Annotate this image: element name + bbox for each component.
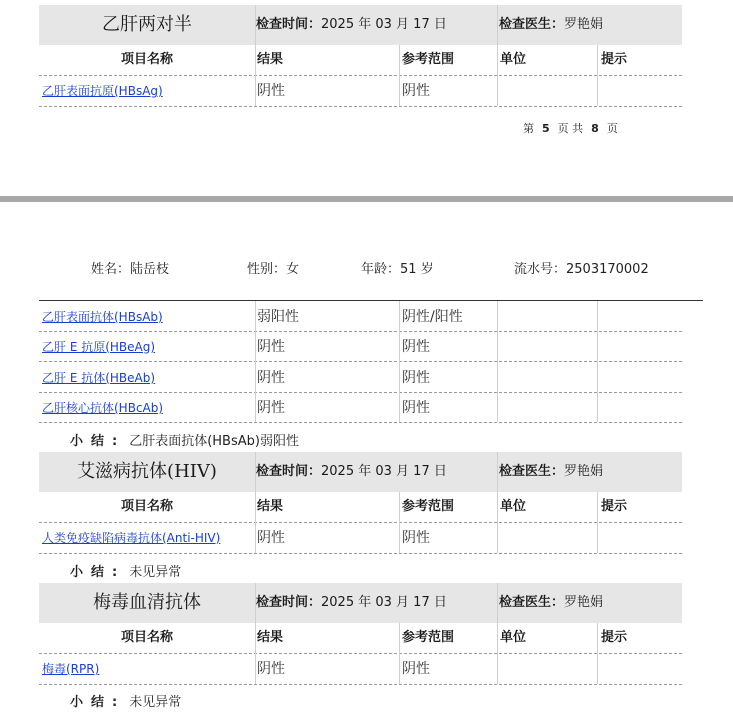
col-header-name: 项目名称 — [120, 499, 173, 514]
col-header-result: 结果 — [257, 52, 284, 67]
exam-doctor: 检查医生：罗艳娟 — [499, 464, 604, 479]
col-header-hint: 提示 — [601, 499, 628, 514]
test-result: 阴性 — [257, 400, 285, 416]
exam-time: 检查时间：2025 年 03 月 17 日 — [256, 464, 447, 479]
col-header-hint: 提示 — [601, 52, 628, 67]
grid-line — [497, 5, 498, 106]
col-header-result: 结果 — [257, 499, 284, 514]
col-header-range: 参考范围 — [402, 52, 455, 67]
exam-doctor: 检查医生：罗艳娟 — [499, 595, 604, 610]
divider — [39, 553, 682, 554]
section-title: 梅毒血清抗体 — [93, 592, 201, 613]
grid-line — [497, 452, 498, 553]
col-header-unit: 单位 — [500, 630, 527, 645]
test-name-link[interactable]: 人类免疫缺陷病毒抗体(Anti-HIV) — [42, 531, 221, 545]
page-break — [0, 196, 733, 202]
test-range: 阴性 — [402, 661, 430, 677]
divider — [39, 653, 682, 654]
patient-sex: 性别：女 — [247, 262, 300, 277]
grid-line — [399, 45, 400, 106]
grid-line — [497, 583, 498, 684]
section-title: 艾滋病抗体(HIV) — [77, 461, 217, 482]
grid-line — [597, 492, 598, 553]
test-name-link[interactable]: 乙肝 E 抗体(HBeAb) — [42, 371, 156, 385]
divider — [39, 684, 682, 685]
test-name-link[interactable]: 乙肝表面抗体(HBsAb) — [42, 310, 163, 324]
divider — [39, 106, 682, 107]
section-header-hbv — [39, 5, 682, 45]
header-rule — [39, 300, 703, 301]
test-name-link[interactable]: 梅毒(RPR) — [42, 662, 100, 676]
test-range: 阴性 — [402, 83, 430, 99]
section-title: 乙肝两对半 — [102, 14, 192, 35]
divider — [39, 422, 682, 423]
grid-line — [399, 492, 400, 553]
test-range: 阴性 — [402, 370, 430, 386]
section-summary: 小结: 未见异常 — [70, 565, 182, 580]
grid-line — [255, 301, 256, 422]
test-result: 阴性 — [257, 370, 285, 386]
grid-line — [255, 5, 256, 106]
test-range: 阴性 — [402, 400, 430, 416]
grid-line — [255, 452, 256, 553]
exam-time: 检查时间：2025 年 03 月 17 日 — [256, 595, 447, 610]
grid-line — [399, 301, 400, 422]
col-header-range: 参考范围 — [402, 499, 455, 514]
col-header-range: 参考范围 — [402, 630, 455, 645]
col-header-unit: 单位 — [500, 499, 527, 514]
section-header-syphilis — [39, 583, 682, 623]
grid-line — [399, 623, 400, 684]
exam-time: 检查时间：2025 年 03 月 17 日 — [256, 17, 447, 32]
col-header-unit: 单位 — [500, 52, 527, 67]
patient-name: 姓名：陆岳枝 — [91, 262, 170, 277]
test-result: 阴性 — [257, 339, 285, 355]
col-header-result: 结果 — [257, 630, 284, 645]
test-range: 阴性/阳性 — [402, 309, 463, 325]
col-header-hint: 提示 — [601, 630, 628, 645]
test-range: 阴性 — [402, 339, 430, 355]
col-header-name: 项目名称 — [120, 52, 173, 67]
test-result: 阴性 — [257, 661, 285, 677]
test-result: 弱阳性 — [257, 309, 299, 325]
serial-number: 流水号：2503170002 — [514, 262, 649, 277]
page-number: 第 5 页 共 8 页 — [523, 122, 618, 135]
divider — [39, 361, 682, 362]
col-header-name: 项目名称 — [120, 630, 173, 645]
grid-line — [597, 45, 598, 106]
patient-age: 年龄：51 岁 — [361, 262, 434, 277]
test-name-link[interactable]: 乙肝 E 抗原(HBeAg) — [42, 340, 156, 354]
test-range: 阴性 — [402, 530, 430, 546]
test-name-link[interactable]: 乙肝表面抗原(HBsAg) — [42, 84, 163, 98]
section-summary: 小结: 乙肝表面抗体(HBsAb)弱阳性 — [70, 434, 299, 449]
grid-line — [597, 301, 598, 422]
section-header-hiv — [39, 452, 682, 492]
test-result: 阴性 — [257, 530, 285, 546]
grid-line — [597, 623, 598, 684]
grid-line — [255, 583, 256, 684]
exam-doctor: 检查医生：罗艳娟 — [499, 17, 604, 32]
grid-line — [497, 301, 498, 422]
test-result: 阴性 — [257, 83, 285, 99]
test-name-link[interactable]: 乙肝核心抗体(HBcAb) — [42, 401, 164, 415]
section-summary: 小结: 未见异常 — [70, 695, 182, 710]
